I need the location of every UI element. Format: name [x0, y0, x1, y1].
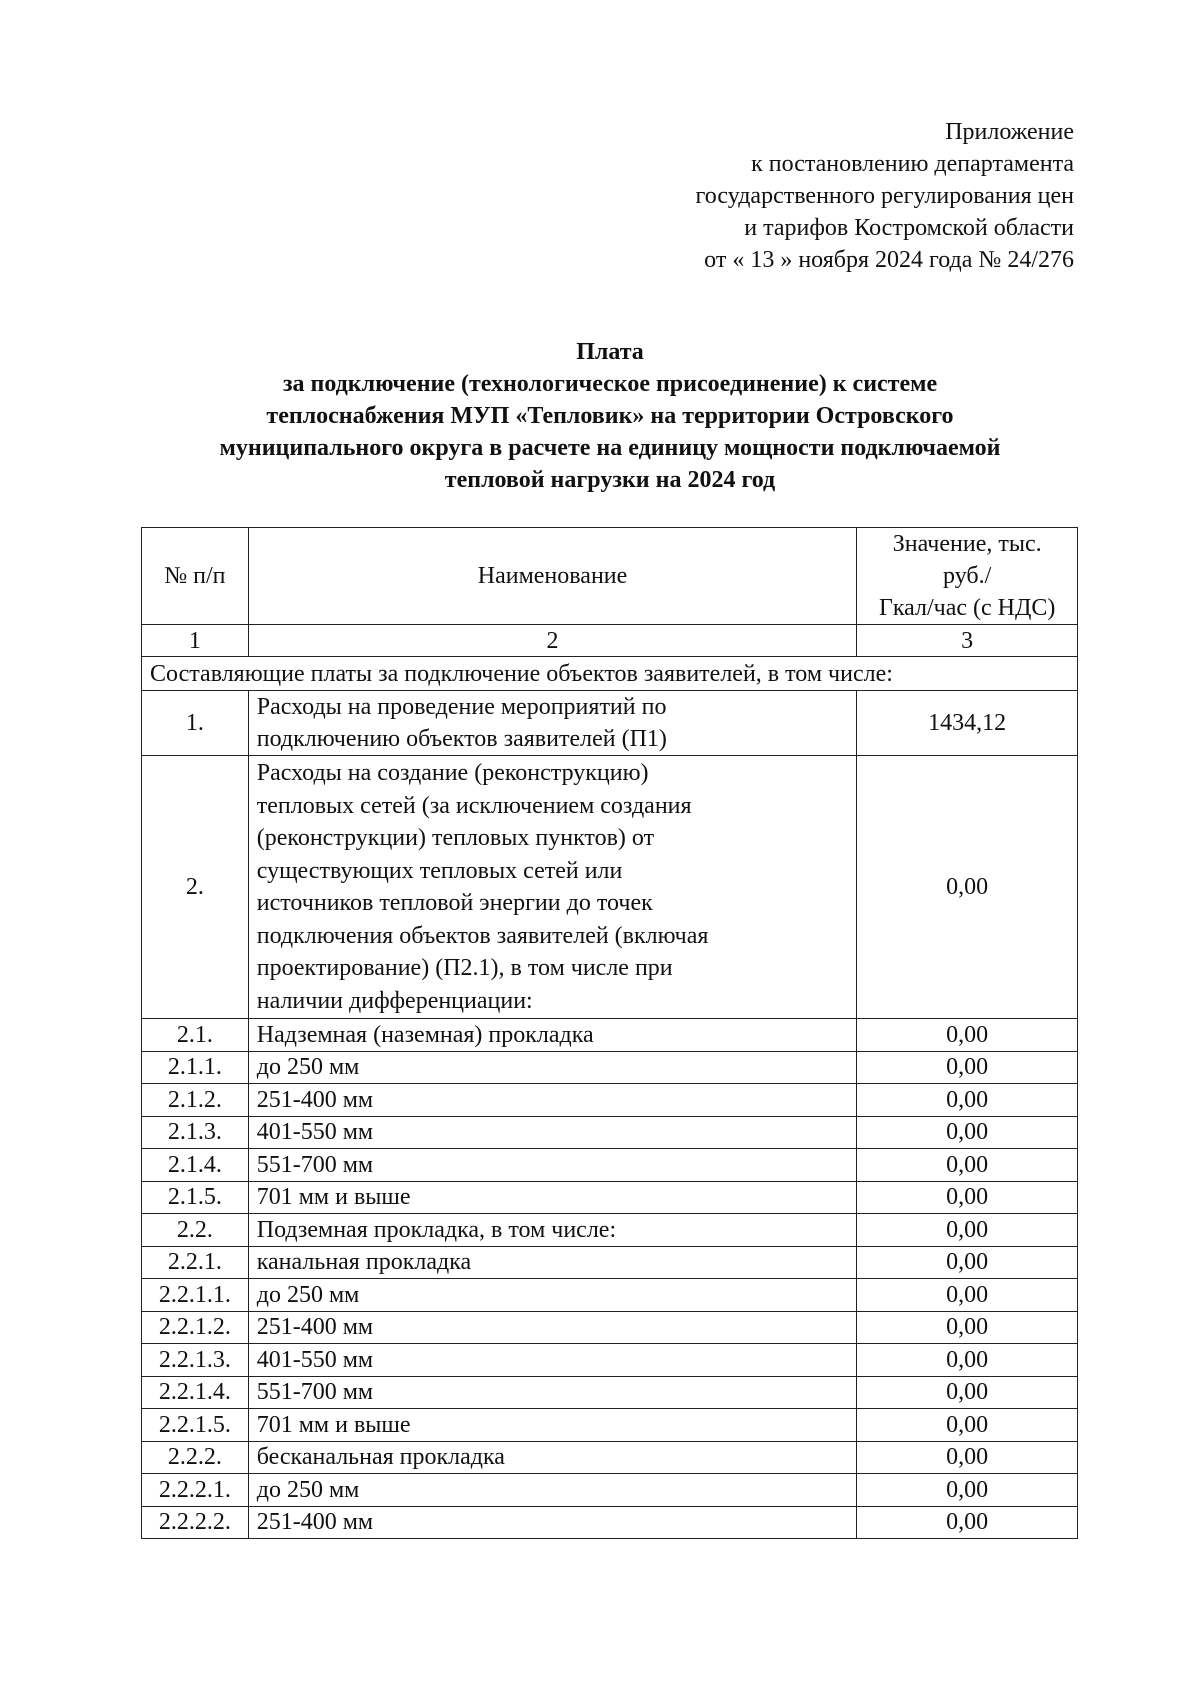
row-num: 2.2.1.1. — [142, 1279, 249, 1312]
row-num: 2.2.1. — [142, 1246, 249, 1279]
table-row — [142, 1246, 1078, 1279]
header-value-line: Гкал/час (с НДС) — [878, 595, 1056, 621]
header-num: № п/п — [142, 528, 249, 625]
row-value: 0,00 — [857, 1214, 1078, 1247]
table-row — [142, 1344, 1078, 1377]
table-row — [142, 1279, 1078, 1312]
section-label: Составляющие платы за подключение объектов заявителей, в том числе: — [142, 657, 1078, 691]
title-line: за подключение (технологическое присоединение) к системе — [282, 371, 938, 397]
row-name-line: (реконструкции) тепловых пунктов) от — [256, 825, 655, 851]
table-row — [142, 1181, 1078, 1214]
row-name: бесканальная прокладка — [248, 1441, 857, 1474]
row-name: Подземная прокладка, в том числе: — [248, 1214, 857, 1247]
tariff-table — [141, 527, 1078, 1539]
row-num: 2.2.2.2. — [142, 1506, 249, 1539]
table-row — [142, 1051, 1078, 1084]
column-index: 3 — [857, 625, 1078, 657]
row-num: 2.1.3. — [142, 1116, 249, 1149]
row-name: 251-400 мм — [248, 1506, 857, 1539]
row-num: 2. — [142, 756, 249, 1019]
row-value: 0,00 — [857, 756, 1078, 1019]
table-row — [142, 1116, 1078, 1149]
table-row — [142, 1409, 1078, 1442]
row-num: 2.1. — [142, 1019, 249, 1052]
row-value: 0,00 — [857, 1506, 1078, 1539]
header-value — [857, 528, 1078, 625]
row-name: канальная прокладка — [248, 1246, 857, 1279]
row-name-line: наличии дифференциации: — [256, 987, 533, 1014]
row-name-line: проектирование) (П2.1), в том числе при — [256, 955, 673, 981]
row-name: Надземная (наземная) прокладка — [248, 1019, 857, 1052]
table-header-row — [142, 528, 1078, 625]
row-name: 701 мм и выше — [248, 1181, 857, 1214]
header-name: Наименование — [248, 528, 857, 625]
row-name-line: существующих тепловых сетей или — [256, 857, 623, 884]
row-name-line: источников тепловой энергии до точек — [256, 890, 653, 916]
row-name-line: тепловых сетей (за исключением создания — [256, 792, 692, 819]
appendix-line: и тарифов Костромской области — [744, 215, 1074, 241]
table-row — [142, 756, 1078, 1019]
row-num: 2.1.4. — [142, 1149, 249, 1182]
row-value: 1434,12 — [857, 691, 1078, 756]
table-row — [142, 1019, 1078, 1052]
row-value: 0,00 — [857, 1149, 1078, 1182]
appendix-line: от « 13 » ноября 2024 года № 24/276 — [704, 247, 1074, 273]
row-num: 2.2.1.4. — [142, 1376, 249, 1409]
row-value: 0,00 — [857, 1051, 1078, 1084]
title-line: тепловой нагрузки на 2024 год — [444, 467, 776, 493]
row-name: до 250 мм — [248, 1474, 857, 1507]
row-value: 0,00 — [857, 1019, 1078, 1052]
row-name-line: Расходы на проведение мероприятий по — [256, 694, 667, 720]
row-value: 0,00 — [857, 1246, 1078, 1279]
header-value-line: руб./ — [943, 563, 992, 589]
row-name — [248, 756, 857, 1019]
table-row — [142, 1474, 1078, 1507]
column-index: 2 — [248, 625, 857, 657]
appendix-line: Приложение — [945, 119, 1074, 145]
table-row — [142, 691, 1078, 756]
row-num: 2.2.2.1. — [142, 1474, 249, 1507]
row-name — [248, 691, 857, 756]
row-name-line: подключения объектов заявителей (включая — [256, 922, 709, 949]
table-row — [142, 1441, 1078, 1474]
row-name: 551-700 мм — [248, 1149, 857, 1182]
row-name: 701 мм и выше — [248, 1409, 857, 1442]
row-num: 2.2.2. — [142, 1441, 249, 1474]
row-num: 2.2.1.2. — [142, 1311, 249, 1344]
column-index-row — [142, 625, 1078, 657]
appendix-block — [560, 116, 1074, 276]
appendix-line: к постановлению департамента — [751, 151, 1074, 177]
row-value: 0,00 — [857, 1474, 1078, 1507]
row-name: 401-550 мм — [248, 1116, 857, 1149]
row-value: 0,00 — [857, 1409, 1078, 1442]
row-num: 2.2.1.5. — [142, 1409, 249, 1442]
row-value: 0,00 — [857, 1441, 1078, 1474]
row-name-line: Расходы на создание (реконструкцию) — [256, 760, 649, 786]
row-value: 0,00 — [857, 1344, 1078, 1377]
row-name: 251-400 мм — [248, 1084, 857, 1117]
row-value: 0,00 — [857, 1116, 1078, 1149]
row-name-line: подключению объектов заявителей (П1) — [256, 726, 667, 752]
row-value: 0,00 — [857, 1181, 1078, 1214]
row-name: 401-550 мм — [248, 1344, 857, 1377]
appendix-line: государственного регулирования цен — [695, 183, 1074, 209]
row-num: 2.1.2. — [142, 1084, 249, 1117]
document-title — [80, 336, 1140, 496]
table-row — [142, 1084, 1078, 1117]
section-row — [142, 657, 1078, 691]
row-value: 0,00 — [857, 1376, 1078, 1409]
row-num: 2.2.1.3. — [142, 1344, 249, 1377]
row-num: 1. — [142, 691, 249, 756]
row-num: 2.2. — [142, 1214, 249, 1247]
table-row — [142, 1214, 1078, 1247]
row-value: 0,00 — [857, 1311, 1078, 1344]
table-row — [142, 1376, 1078, 1409]
table-row — [142, 1149, 1078, 1182]
row-name: 251-400 мм — [248, 1311, 857, 1344]
row-value: 0,00 — [857, 1084, 1078, 1117]
row-name: 551-700 мм — [248, 1376, 857, 1409]
title-line: Плата — [576, 339, 644, 365]
header-value-line: Значение, тыс. — [892, 531, 1042, 557]
table-row — [142, 1506, 1078, 1539]
table-row — [142, 1311, 1078, 1344]
row-name: до 250 мм — [248, 1051, 857, 1084]
row-num: 2.1.5. — [142, 1181, 249, 1214]
row-num: 2.1.1. — [142, 1051, 249, 1084]
row-name: до 250 мм — [248, 1279, 857, 1312]
column-index: 1 — [142, 625, 249, 657]
title-line: теплоснабжения МУП «Тепловик» на территории Островского — [266, 403, 954, 429]
title-line: муниципального округа в расчете на единицу мощности подключаемой — [219, 435, 1001, 461]
row-value: 0,00 — [857, 1279, 1078, 1312]
